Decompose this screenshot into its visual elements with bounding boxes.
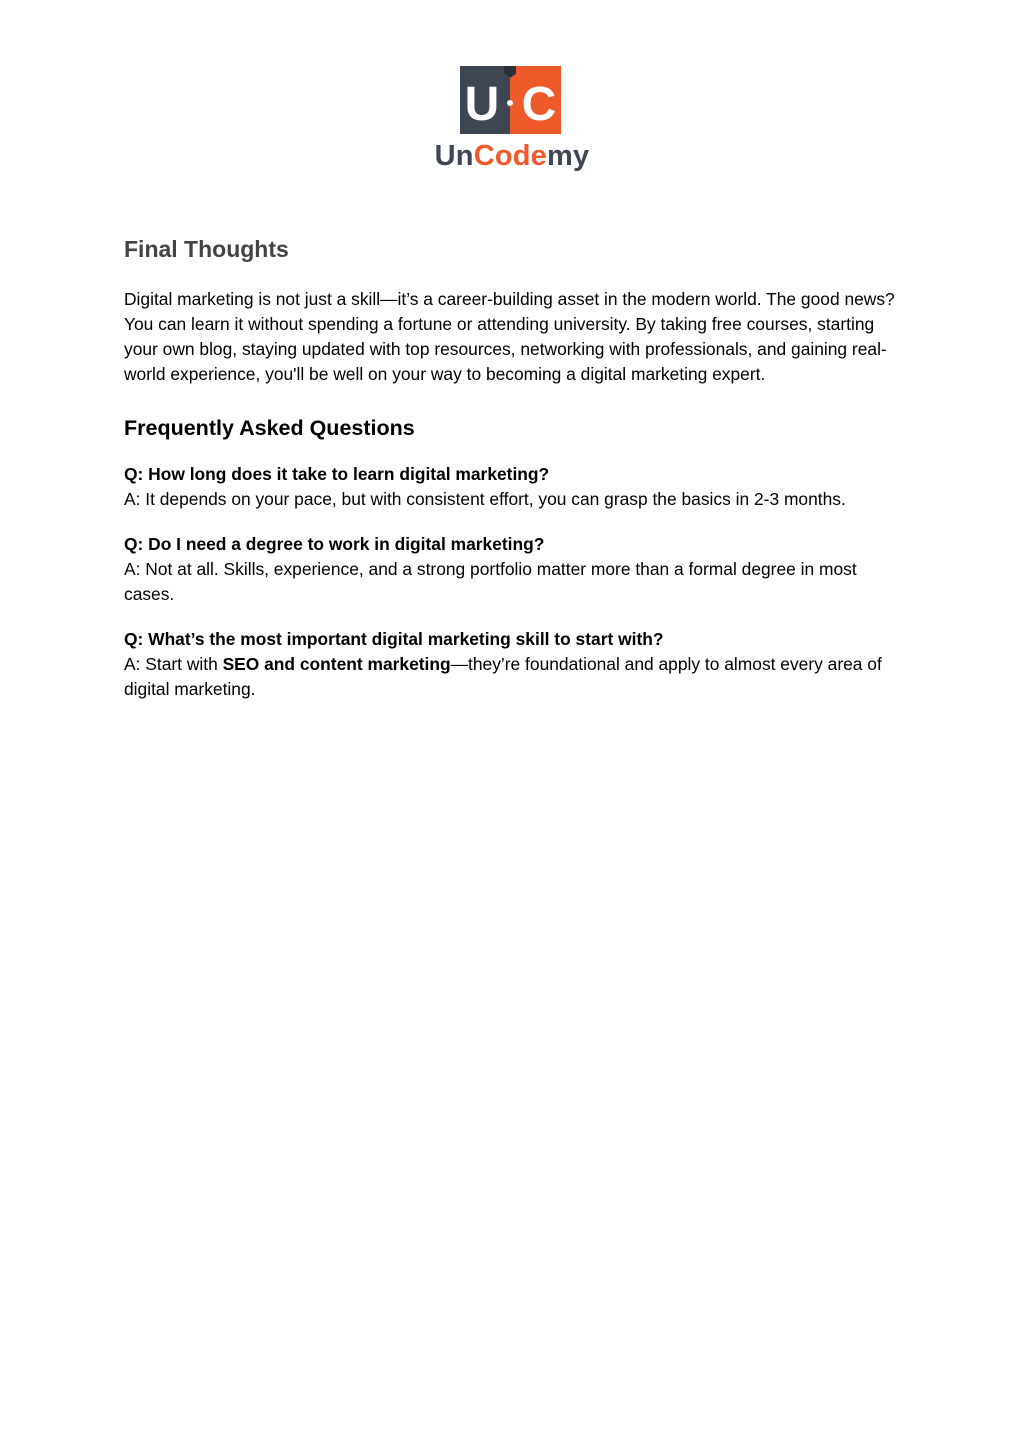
faq-question: Q: How long does it take to learn digital marketing? xyxy=(124,464,550,484)
document-body xyxy=(124,232,904,702)
final-thoughts-paragraph: Digital marketing is not just a skill—it’s a career-building asset in the modern world. The good news? You can learn it without spending a fortune or attending university. By taking free courses, starting your own blog, staying updated with top resources, networking with professionals, and gaining real-world experience, you'll be well on your way to becoming a digital marketing expert. xyxy=(124,289,895,384)
faq-item xyxy=(124,532,904,607)
uncodemy-logo xyxy=(429,66,595,176)
logo-word-my: my xyxy=(547,140,590,172)
final-thoughts-heading: Final Thoughts xyxy=(124,236,289,262)
faq-answer-bold: SEO and content marketing xyxy=(222,654,451,674)
faq-answer: A: It depends on your pace, but with consistent effort, you can grasp the basics in 2-3 months. xyxy=(124,489,846,509)
faq-question: Q: Do I need a degree to work in digital marketing? xyxy=(124,534,545,554)
logo-word-un: Un xyxy=(434,140,474,172)
faq-heading: Frequently Asked Questions xyxy=(124,416,415,440)
faq-answer: A: Not at all. Skills, experience, and a strong portfolio matter more than a formal degree in most cases. xyxy=(124,559,857,604)
logo-mark-letter-u: U xyxy=(464,78,500,131)
faq-item xyxy=(124,462,904,512)
faq-question: Q: What’s the most important digital marketing skill to start with? xyxy=(124,629,664,649)
logo-mark-letter-c: C xyxy=(521,78,557,131)
logo-wordmark xyxy=(429,138,595,174)
faq-answer-suffix: —they’re foundational and apply to almost every area of digital marketing. xyxy=(124,654,882,699)
faq-item xyxy=(124,627,904,702)
faq-answer-prefix: A: Start with xyxy=(124,654,223,674)
faq-answer xyxy=(124,652,904,702)
uncodemy-logo-mark xyxy=(460,66,561,134)
logo-word-code: Code xyxy=(473,140,548,172)
